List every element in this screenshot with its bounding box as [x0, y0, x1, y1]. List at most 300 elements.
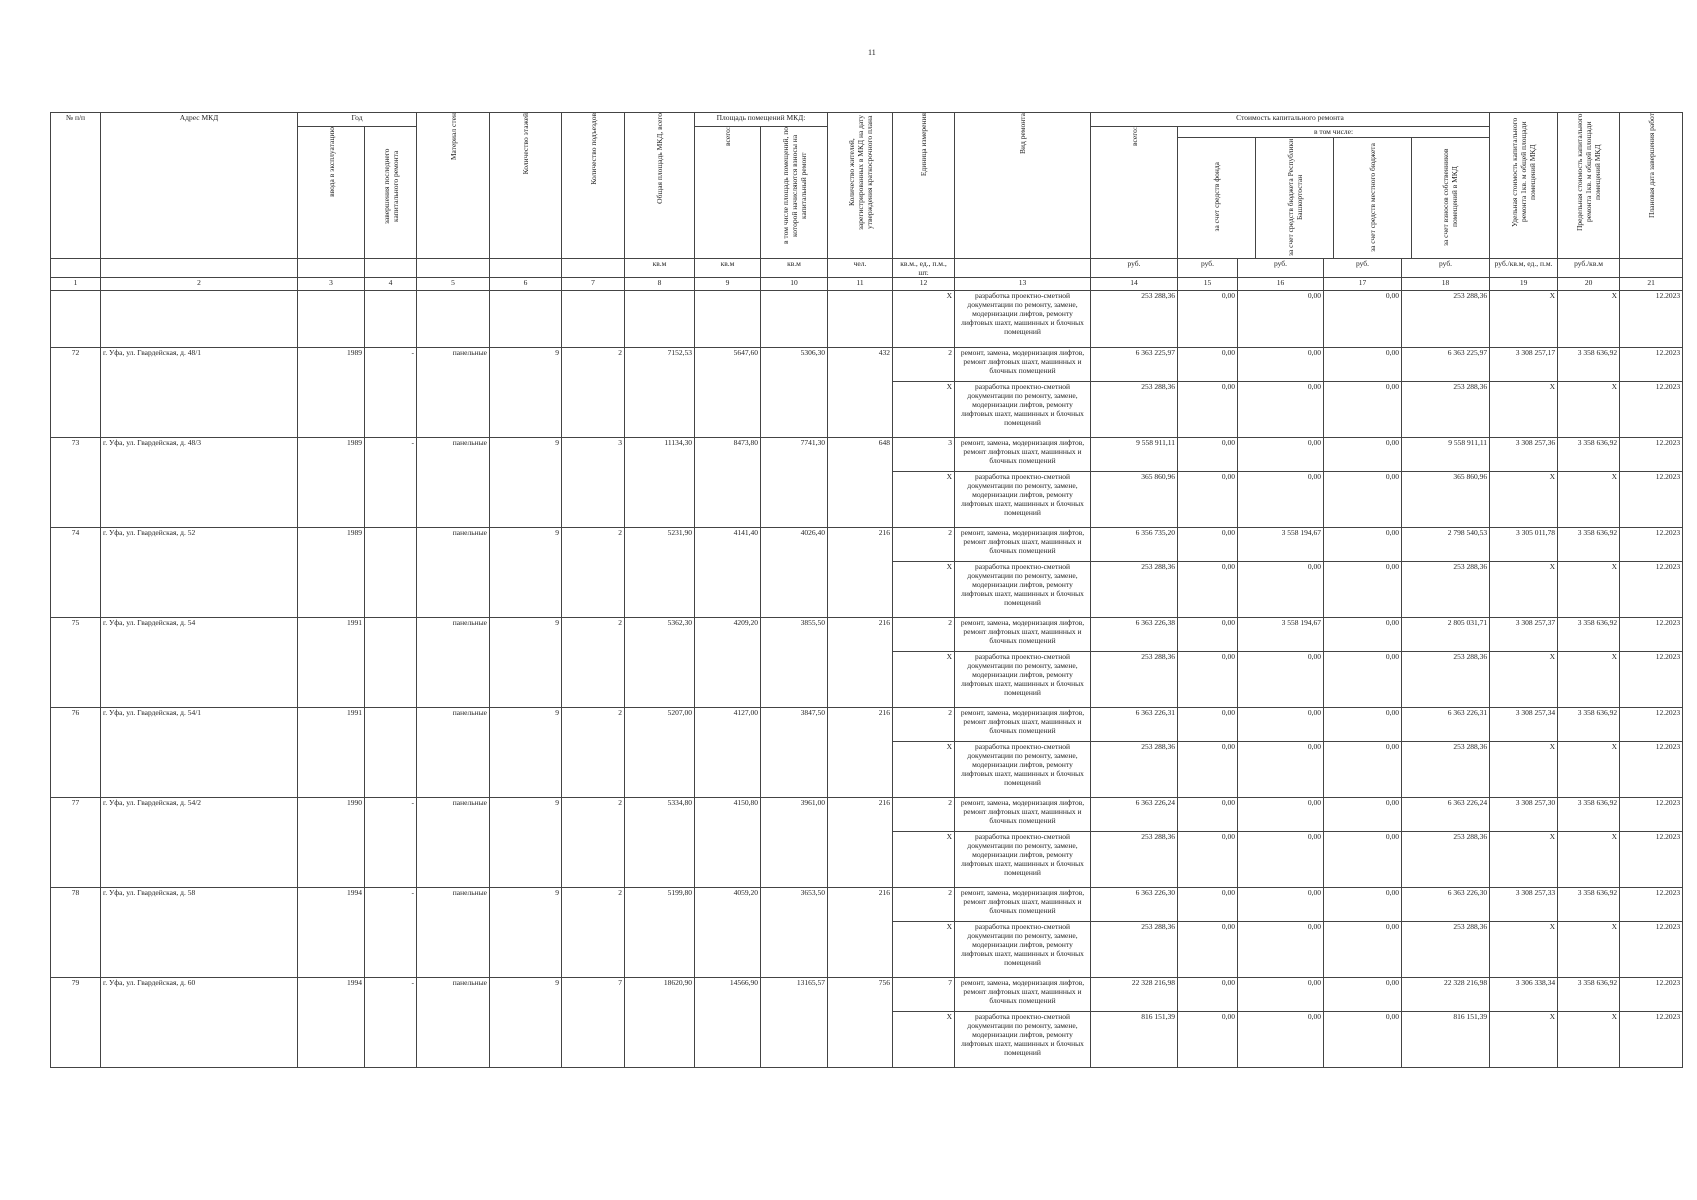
column-number: 16: [1238, 278, 1324, 291]
cell-owners: 2 798 540,53: [1402, 528, 1490, 562]
cell-area: 7152,53: [625, 348, 695, 438]
cell-number: 77: [51, 798, 101, 888]
cell-limit: 3 358 636,92: [1558, 618, 1620, 652]
header-people: Количество жителей, зарегистрированных в МКД на дату утверждения краткосрочного плана: [828, 113, 893, 259]
cell-total: 253 288,36: [1091, 922, 1178, 978]
column-number: 21: [1620, 278, 1683, 291]
cell-owners: 816 151,39: [1402, 1012, 1490, 1068]
cell-area-fee: 3961,00: [761, 798, 828, 888]
cell-limit: X: [1558, 742, 1620, 798]
cell-date: 12.2023: [1620, 708, 1683, 742]
cell-total: 253 288,36: [1091, 742, 1178, 798]
units-row: [51, 259, 1683, 278]
cell-rb: 3 558 194,67: [1238, 528, 1324, 562]
cell-area: 5207,00: [625, 708, 695, 798]
cell-area-all: 4150,80: [695, 798, 761, 888]
cell-floors: 9: [490, 798, 562, 888]
cell-local: 0,00: [1324, 708, 1402, 742]
header-area-all: всего:: [695, 127, 761, 259]
cell-date: 12.2023: [1620, 562, 1683, 618]
cell-address: г. Уфа, ул. Гвардейская, д. 48/3: [101, 438, 298, 528]
cell-last-repair: -: [365, 798, 417, 888]
cell-rb: 0,00: [1238, 978, 1324, 1012]
cell-total: 365 860,96: [1091, 472, 1178, 528]
cell-fund: 0,00: [1178, 472, 1238, 528]
cell-last-repair: [365, 708, 417, 798]
cell-local: 0,00: [1324, 832, 1402, 888]
cell-entrances: 7: [562, 978, 625, 1068]
cell-wall: панельные: [417, 888, 490, 978]
cell-work-type: разработка проектно-сметной документации по ремонту, замене, модернизации лифтов, ремонту лифтовых шахт, машинных и блочных помещений: [955, 1012, 1091, 1068]
header-owners: за счет взносов собственников помещений в МКД: [1441, 148, 1460, 246]
cell-work-type: ремонт, замена, модернизация лифтов, ремонт лифтовых шахт, машинных и блочных помещений: [955, 888, 1091, 922]
header-address: Адрес МКД: [101, 113, 298, 259]
table-row: [51, 708, 1683, 742]
column-number: 3: [298, 278, 365, 291]
cell-specific: X: [1490, 922, 1558, 978]
header-total-area: Общая площадь МКД, всего: [625, 113, 695, 259]
cell-owners: 253 288,36: [1402, 652, 1490, 708]
cell-wall: панельные: [417, 618, 490, 708]
cell-owners: 253 288,36: [1402, 832, 1490, 888]
cell-local: 0,00: [1324, 742, 1402, 798]
cell-specific: X: [1490, 652, 1558, 708]
header-area-group: Площадь помещений МКД:: [695, 113, 828, 127]
unit-c11: чел.: [828, 259, 893, 278]
cell-date: 12.2023: [1620, 472, 1683, 528]
header-unit: Единица измерения: [893, 113, 955, 259]
cell-work-type: ремонт, замена, модернизация лифтов, ремонт лифтовых шахт, машинных и блочных помещений: [955, 438, 1091, 472]
cell-owners: 6 363 226,31: [1402, 708, 1490, 742]
cell-floors: 9: [490, 708, 562, 798]
unit-c9: кв.м: [695, 259, 761, 278]
cell-local: 0,00: [1324, 652, 1402, 708]
cell-number: 76: [51, 708, 101, 798]
header-local-budget: за счет средств местного бюджета: [1334, 138, 1412, 259]
cell-address: г. Уфа, ул. Гвардейская, д. 54/1: [101, 708, 298, 798]
cell-area: 5199,80: [625, 888, 695, 978]
header-limit-cost: Предельная стоимость капитального ремонта 1кв. м общей площади помещений МКД: [1558, 113, 1620, 259]
cell-fund: 0,00: [1178, 922, 1238, 978]
column-number: 6: [490, 278, 562, 291]
cell-date: 12.2023: [1620, 832, 1683, 888]
table-row: [51, 618, 1683, 652]
header-incl-group: [1178, 127, 1490, 259]
cell-work-type: ремонт, замена, модернизация лифтов, ремонт лифтовых шахт, машинных и блочных помещений: [955, 978, 1091, 1012]
cell-total: 6 363 226,31: [1091, 708, 1178, 742]
cell-work-type: разработка проектно-сметной документации по ремонту, замене, модернизации лифтов, ремонту лифтовых шахт, машинных и блочных помещений: [955, 742, 1091, 798]
cell-year: 1994: [298, 978, 365, 1068]
column-number: 19: [1490, 278, 1558, 291]
header-end-date: Плановая дата завершения работ: [1620, 113, 1683, 259]
header-specific-cost: Удельная стоимость капитального ремонта 1кв. м общей площади помещений МКД: [1490, 113, 1558, 259]
cell-limit: X: [1558, 922, 1620, 978]
cell-unit: 2: [893, 528, 955, 562]
cell-date: 12.2023: [1620, 348, 1683, 382]
cell-area-all: 8473,80: [695, 438, 761, 528]
cell-unit: 2: [893, 888, 955, 922]
cell-local: 0,00: [1324, 922, 1402, 978]
cell-year: 1994: [298, 888, 365, 978]
cell-owners: 253 288,36: [1402, 291, 1490, 348]
cell-rb: 0,00: [1238, 798, 1324, 832]
cell-people: 216: [828, 618, 893, 708]
cell-area-all: 4141,40: [695, 528, 761, 618]
cell-year: 1989: [298, 348, 365, 438]
cell-local: 0,00: [1324, 438, 1402, 472]
cell-total: 253 288,36: [1091, 382, 1178, 438]
unit-c8: кв.м: [625, 259, 695, 278]
header-rb-budget: за счет средств бюджета Республики Башкортостан: [1256, 138, 1334, 259]
cell-number: 78: [51, 888, 101, 978]
cell-date: 12.2023: [1620, 798, 1683, 832]
cell-work-type: разработка проектно-сметной документации по ремонту, замене, модернизации лифтов, ремонту лифтовых шахт, машинных и блочных помещений: [955, 291, 1091, 348]
unit-c18: руб.: [1402, 259, 1490, 278]
cell-date: 12.2023: [1620, 382, 1683, 438]
cell-fund: 0,00: [1178, 618, 1238, 652]
cell-unit: 2: [893, 348, 955, 382]
repair-plan-table: [50, 112, 1683, 1068]
cell-limit: 3 358 636,92: [1558, 348, 1620, 382]
cell-date: 12.2023: [1620, 742, 1683, 798]
cell-owners: 253 288,36: [1402, 742, 1490, 798]
cell-address: г. Уфа, ул. Гвардейская, д. 60: [101, 978, 298, 1068]
cell-area: 5334,80: [625, 798, 695, 888]
column-number: 17: [1324, 278, 1402, 291]
cell-wall: панельные: [417, 708, 490, 798]
cell-total: 253 288,36: [1091, 652, 1178, 708]
cell-owners: 365 860,96: [1402, 472, 1490, 528]
cell-local: 0,00: [1324, 382, 1402, 438]
cell-entrances: 2: [562, 348, 625, 438]
cell-work-type: разработка проектно-сметной документации по ремонту, замене, модернизации лифтов, ремонту лифтовых шахт, машинных и блочных помещений: [955, 562, 1091, 618]
cell-fund: 0,00: [1178, 798, 1238, 832]
cell-floors: 9: [490, 978, 562, 1068]
column-number: 13: [955, 278, 1091, 291]
cell-entrances: 3: [562, 438, 625, 528]
column-number: 20: [1558, 278, 1620, 291]
cell-people: 216: [828, 798, 893, 888]
cell-unit: X: [893, 832, 955, 888]
cell-total: 6 363 226,38: [1091, 618, 1178, 652]
cell-people: 756: [828, 978, 893, 1068]
unit-c12: кв.м., ед., п.м., шт.: [893, 259, 955, 278]
column-number: 7: [562, 278, 625, 291]
header-last-repair: завершения последнего капитального ремонта: [365, 127, 417, 259]
cell-work-type: разработка проектно-сметной документации по ремонту, замене, модернизации лифтов, ремонту лифтовых шахт, машинных и блочных помещений: [955, 472, 1091, 528]
cell-unit: 2: [893, 708, 955, 742]
cell-number: 74: [51, 528, 101, 618]
cell-owners: 6 363 226,24: [1402, 798, 1490, 832]
cell-specific: X: [1490, 742, 1558, 798]
column-number: 5: [417, 278, 490, 291]
cell-fund: 0,00: [1178, 291, 1238, 348]
cell-people: 432: [828, 348, 893, 438]
column-number: 11: [828, 278, 893, 291]
cell-rb: 0,00: [1238, 1012, 1324, 1068]
cell-floors: 9: [490, 528, 562, 618]
cell-date: 12.2023: [1620, 922, 1683, 978]
cell-rb: 0,00: [1238, 438, 1324, 472]
cell-unit: X: [893, 1012, 955, 1068]
cell-number: 79: [51, 978, 101, 1068]
cell-area-fee: 4026,40: [761, 528, 828, 618]
page-number: 11: [868, 48, 876, 57]
cell-total: 253 288,36: [1091, 562, 1178, 618]
cell-unit: X: [893, 472, 955, 528]
cell-total: 6 363 226,30: [1091, 888, 1178, 922]
cell-total: 253 288,36: [1091, 291, 1178, 348]
column-number: 10: [761, 278, 828, 291]
cell-fund: 0,00: [1178, 382, 1238, 438]
cell-fund: 0,00: [1178, 742, 1238, 798]
cell-limit: 3 358 636,92: [1558, 798, 1620, 832]
cell-fund: 0,00: [1178, 528, 1238, 562]
cell-fund: 0,00: [1178, 832, 1238, 888]
cell-area: 11134,30: [625, 438, 695, 528]
cell-fund: 0,00: [1178, 708, 1238, 742]
cell-date: 12.2023: [1620, 618, 1683, 652]
cell-unit: 7: [893, 978, 955, 1012]
cell-wall: панельные: [417, 978, 490, 1068]
cell-unit: 3: [893, 438, 955, 472]
cell-unit: X: [893, 742, 955, 798]
cell-owners: 253 288,36: [1402, 922, 1490, 978]
cell-local: 0,00: [1324, 348, 1402, 382]
cell-rb: 0,00: [1238, 348, 1324, 382]
cell-specific: 3 305 011,78: [1490, 528, 1558, 562]
cell-rb: 0,00: [1238, 708, 1324, 742]
cell-area: 18620,90: [625, 978, 695, 1068]
cell-number: 72: [51, 348, 101, 438]
cell-entrances: 2: [562, 528, 625, 618]
unit-c14: руб.: [1091, 259, 1178, 278]
cell-specific: X: [1490, 562, 1558, 618]
cell-last-repair: -: [365, 978, 417, 1068]
column-number: 1: [51, 278, 101, 291]
cell-last-repair: -: [365, 348, 417, 438]
cell-specific: 3 308 257,37: [1490, 618, 1558, 652]
cell-rb: 0,00: [1238, 472, 1324, 528]
cell-last-repair: -: [365, 888, 417, 978]
cell-people: 216: [828, 528, 893, 618]
header-cost-total: всего:: [1091, 127, 1178, 259]
cell-date: 12.2023: [1620, 978, 1683, 1012]
cell-limit: 3 358 636,92: [1558, 438, 1620, 472]
cell-work-type: ремонт, замена, модернизация лифтов, ремонт лифтовых шахт, машинных и блочных помещений: [955, 798, 1091, 832]
cell-area: 5362,30: [625, 618, 695, 708]
header-number: № п/п: [51, 113, 101, 259]
cell-entrances: 2: [562, 798, 625, 888]
cell-last-repair: [365, 528, 417, 618]
cell-rb: 3 558 194,67: [1238, 618, 1324, 652]
cell-rb: 0,00: [1238, 922, 1324, 978]
cell-work-type: ремонт, замена, модернизация лифтов, ремонт лифтовых шахт, машинных и блочных помещений: [955, 618, 1091, 652]
cell-last-repair: [365, 618, 417, 708]
cell-limit: 3 358 636,92: [1558, 708, 1620, 742]
cell-specific: 3 308 257,30: [1490, 798, 1558, 832]
cell-specific: X: [1490, 291, 1558, 348]
cell-specific: 3 308 257,33: [1490, 888, 1558, 922]
cell-fund: 0,00: [1178, 562, 1238, 618]
cell-unit: X: [893, 562, 955, 618]
cell-area-fee: 3847,50: [761, 708, 828, 798]
cell-local: 0,00: [1324, 798, 1402, 832]
cell-wall: панельные: [417, 798, 490, 888]
cell-specific: X: [1490, 1012, 1558, 1068]
cell-unit: 2: [893, 618, 955, 652]
cell-area-fee: 7741,30: [761, 438, 828, 528]
cell-area-all: 4127,00: [695, 708, 761, 798]
table-row: [51, 888, 1683, 922]
cell-owners: 253 288,36: [1402, 382, 1490, 438]
cell-limit: 3 358 636,92: [1558, 888, 1620, 922]
cell-fund: 0,00: [1178, 438, 1238, 472]
cell-local: 0,00: [1324, 291, 1402, 348]
header-work-type: Вид ремонта: [955, 113, 1091, 259]
cell-year: 1991: [298, 618, 365, 708]
header-cost-group: Стоимость капитального ремонта: [1091, 113, 1490, 127]
cell-specific: 3 306 338,34: [1490, 978, 1558, 1012]
cell-limit: X: [1558, 562, 1620, 618]
cell-area-fee: 3855,50: [761, 618, 828, 708]
cell-date: 12.2023: [1620, 291, 1683, 348]
column-number: 12: [893, 278, 955, 291]
cell-specific: 3 308 257,36: [1490, 438, 1558, 472]
column-number: 15: [1178, 278, 1238, 291]
unit-c17: руб.: [1324, 259, 1402, 278]
cell-entrances: 2: [562, 708, 625, 798]
unit-c16: руб.: [1238, 259, 1324, 278]
cell-work-type: разработка проектно-сметной документации по ремонту, замене, модернизации лифтов, ремонту лифтовых шахт, машинных и блочных помещений: [955, 382, 1091, 438]
cell-area-fee: 13165,57: [761, 978, 828, 1068]
cell-wall: панельные: [417, 438, 490, 528]
cell-limit: 3 358 636,92: [1558, 528, 1620, 562]
cell-specific: 3 308 257,34: [1490, 708, 1558, 742]
cell-area-all: 4209,20: [695, 618, 761, 708]
unit-c15: руб.: [1178, 259, 1238, 278]
cell-rb: 0,00: [1238, 742, 1324, 798]
cell-owners: 6 363 225,97: [1402, 348, 1490, 382]
cell-last-repair: -: [365, 438, 417, 528]
cell-year: 1989: [298, 438, 365, 528]
cell-floors: 9: [490, 618, 562, 708]
cell-address: г. Уфа, ул. Гвардейская, д. 54/2: [101, 798, 298, 888]
cell-specific: 3 308 257,17: [1490, 348, 1558, 382]
table-row: [51, 798, 1683, 832]
table-row: [51, 978, 1683, 1012]
cell-fund: 0,00: [1178, 978, 1238, 1012]
cell-total: 816 151,39: [1091, 1012, 1178, 1068]
cell-limit: X: [1558, 472, 1620, 528]
header-commissioning: ввода в эксплуатацию: [298, 127, 365, 259]
table-row: [51, 438, 1683, 472]
cell-limit: X: [1558, 1012, 1620, 1068]
cell-date: 12.2023: [1620, 1012, 1683, 1068]
cell-address: г. Уфа, ул. Гвардейская, д. 52: [101, 528, 298, 618]
table-row: [51, 348, 1683, 382]
cell-unit: 2: [893, 798, 955, 832]
cell-wall: панельные: [417, 528, 490, 618]
cell-people: 216: [828, 708, 893, 798]
cell-local: 0,00: [1324, 562, 1402, 618]
cell-local: 0,00: [1324, 888, 1402, 922]
cell-work-type: разработка проектно-сметной документации по ремонту, замене, модернизации лифтов, ремонту лифтовых шахт, машинных и блочных помещений: [955, 652, 1091, 708]
column-number: 14: [1091, 278, 1178, 291]
cell-local: 0,00: [1324, 618, 1402, 652]
cell-address: г. Уфа, ул. Гвардейская, д. 48/1: [101, 348, 298, 438]
header-floors: Количество этажей: [490, 113, 562, 259]
cell-limit: X: [1558, 382, 1620, 438]
cell-area-fee: 3653,50: [761, 888, 828, 978]
cell-work-type: разработка проектно-сметной документации по ремонту, замене, модернизации лифтов, ремонту лифтовых шахт, машинных и блочных помещений: [955, 922, 1091, 978]
cell-total: 6 356 735,20: [1091, 528, 1178, 562]
cell-owners: 6 363 226,30: [1402, 888, 1490, 922]
cell-entrances: 2: [562, 888, 625, 978]
cell-year: 1989: [298, 528, 365, 618]
cell-work-type: ремонт, замена, модернизация лифтов, ремонт лифтовых шахт, машинных и блочных помещений: [955, 708, 1091, 742]
cell-limit: X: [1558, 832, 1620, 888]
cell-date: 12.2023: [1620, 528, 1683, 562]
cell-owners: 9 558 911,11: [1402, 438, 1490, 472]
header-year: Год: [298, 113, 417, 127]
header-wall: Материал стен: [417, 113, 490, 259]
cell-unit: X: [893, 382, 955, 438]
cell-date: 12.2023: [1620, 888, 1683, 922]
cell-unit: X: [893, 652, 955, 708]
cell-rb: 0,00: [1238, 888, 1324, 922]
cell-rb: 0,00: [1238, 382, 1324, 438]
cell-specific: X: [1490, 472, 1558, 528]
cell-total: 6 363 226,24: [1091, 798, 1178, 832]
cell-area-fee: 5306,30: [761, 348, 828, 438]
cell-address: г. Уфа, ул. Гвардейская, д. 58: [101, 888, 298, 978]
column-number: 18: [1402, 278, 1490, 291]
cell-people: 648: [828, 438, 893, 528]
cell-local: 0,00: [1324, 978, 1402, 1012]
cell-floors: 9: [490, 888, 562, 978]
cell-work-type: ремонт, замена, модернизация лифтов, ремонт лифтовых шахт, машинных и блочных помещений: [955, 528, 1091, 562]
table-row: [51, 528, 1683, 562]
cell-work-type: разработка проектно-сметной документации по ремонту, замене, модернизации лифтов, ремонту лифтовых шахт, машинных и блочных помещений: [955, 832, 1091, 888]
cell-rb: 0,00: [1238, 562, 1324, 618]
cell-fund: 0,00: [1178, 1012, 1238, 1068]
cell-total: 253 288,36: [1091, 832, 1178, 888]
unit-c20: руб./кв.м: [1558, 259, 1620, 278]
unit-c19: руб./кв.м, ед., п.м.: [1490, 259, 1558, 278]
cell-local: 0,00: [1324, 1012, 1402, 1068]
cell-total: 6 363 225,97: [1091, 348, 1178, 382]
cell-fund: 0,00: [1178, 348, 1238, 382]
column-number: 2: [101, 278, 298, 291]
cell-specific: X: [1490, 382, 1558, 438]
cell-wall: панельные: [417, 348, 490, 438]
cell-owners: 22 328 216,98: [1402, 978, 1490, 1012]
cell-work-type: ремонт, замена, модернизация лифтов, ремонт лифтовых шахт, машинных и блочных помещений: [955, 348, 1091, 382]
cell-floors: 9: [490, 348, 562, 438]
cell-local: 0,00: [1324, 528, 1402, 562]
header-entrances: Количество подъездов: [562, 113, 625, 259]
cell-limit: X: [1558, 291, 1620, 348]
column-numbers-row: [51, 278, 1683, 291]
column-number: 8: [625, 278, 695, 291]
cell-area: 5231,90: [625, 528, 695, 618]
header-incl: в том числе:: [1178, 127, 1489, 138]
cell-address: г. Уфа, ул. Гвардейская, д. 54: [101, 618, 298, 708]
cell-number: 75: [51, 618, 101, 708]
unit-c10: кв.м: [761, 259, 828, 278]
cell-unit: X: [893, 291, 955, 348]
